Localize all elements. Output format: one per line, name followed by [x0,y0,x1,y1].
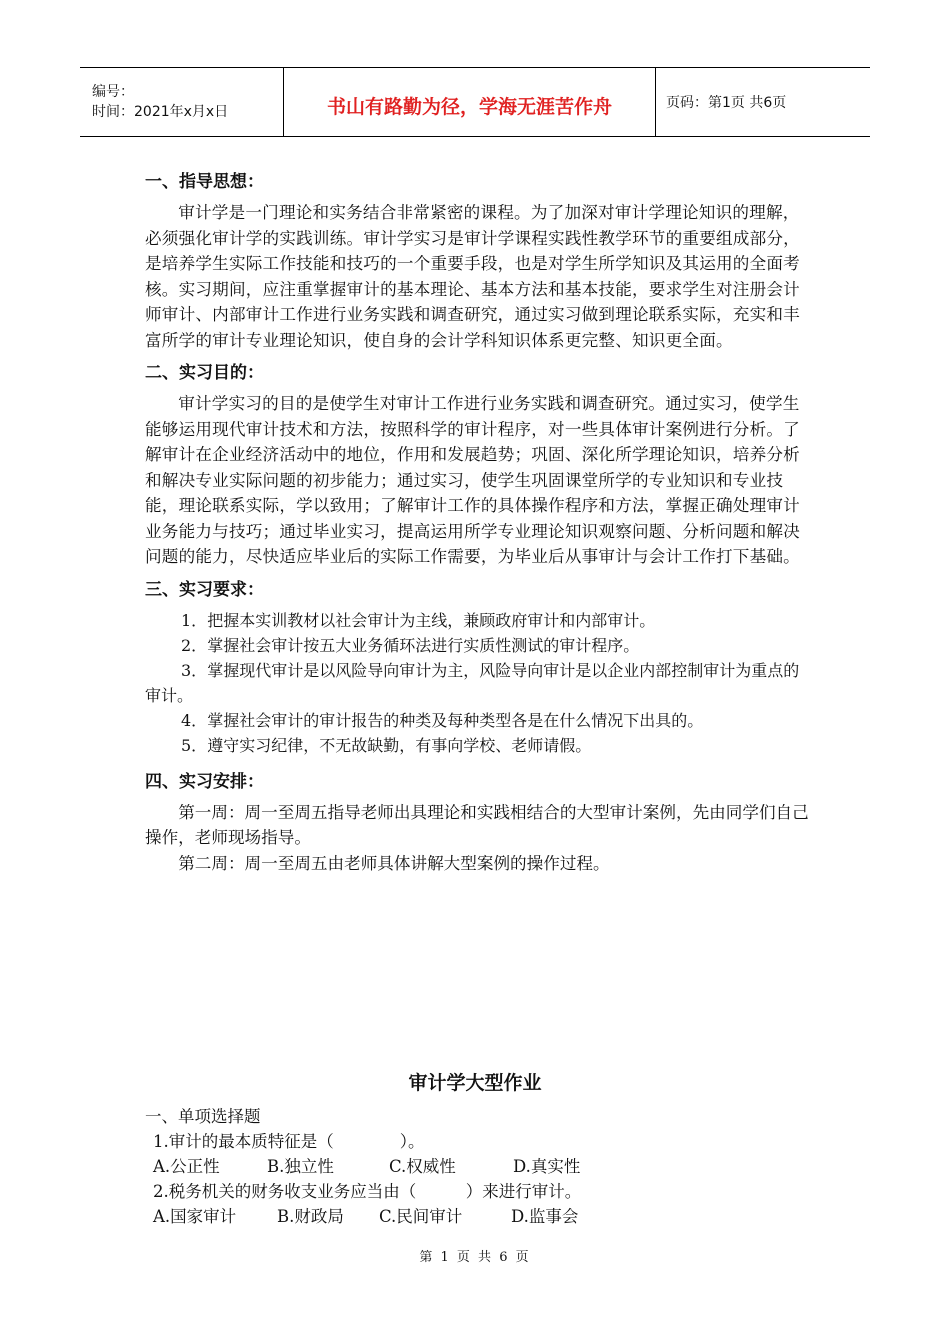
option-c: C.权威性 [389,1157,456,1176]
option-d: D.监事会 [511,1207,579,1226]
quiz-section-title: 一、单项选择题 [145,1107,261,1126]
list-item-number: 2． [181,635,208,655]
section-title-schedule: 四、实习安排： [145,771,264,792]
schedule-week-2: 第二周：周一至周五由老师具体讲解大型案例的操作过程。 [178,853,610,873]
list-item-number: 4． [181,710,208,730]
homework-title: 审计学大型作业 [408,1072,542,1094]
list-item-number: 3． [181,660,208,680]
list-item-text: 把握本实训教材以社会审计为主线，兼顾政府审计和内部审计。 [207,610,656,630]
list-item [145,608,813,633]
list-item-text: 遵守实习纪律，不无故缺勤，有事向学校、老师请假。 [207,735,592,755]
option-d: D.真实性 [513,1157,581,1176]
list-item-text: 掌握社会审计的审计报告的种类及每种类型各是在什么情况下出具的。 [207,710,704,730]
question-options [145,1204,805,1229]
list-item-number: 1． [181,610,208,630]
header-motto: 书山有路勤为径，学海无涯苦作舟 [326,95,612,118]
schedule-week-1: 第一周：周一至周五指导老师出具理论和实践相结合的大型审计案例，先由同学们自己操作，老师现场指导。 [145,802,809,847]
section-paragraph-guiding: 审计学是一门理论和实务结合非常紧密的课程。为了加深对审计学理论知识的理解，必须强化审计学的实践训练。审计学实习是审计学课程实践性教学环节的重要组成部分，是培养学生实际工作技能和技巧的一个重要手段，也是对学生所学知识及其运用的全面考核。实习期间，应注重掌握审计的基本理论、基本方法和基本技能，要求学生对注册会计师审计、内部审计工作进行业务实践和调查研究，通过实习做到理论联系实际，充实和丰富所学的审计专业理论知识，使自身的会计学科知识体系更完整、知识更全面。 [145,203,800,350]
list-item-number: 5． [181,735,208,755]
header-meta [80,68,284,136]
question-options [145,1154,805,1179]
homework-quiz [145,1104,805,1229]
question-text: 2.税务机关的财务收支业务应当由（ ）来进行审计。 [153,1182,582,1201]
option-b: B.独立性 [267,1157,334,1176]
list-item-text: 掌握现代审计是以风险导向审计为主，风险导向审计是以企业内部控制审计为重点的审计。 [145,660,800,705]
section-title-purpose: 二、实习目的： [145,363,264,383]
section-title-requirements: 三、实习要求： [145,579,264,600]
header-motto-cell [284,68,656,136]
option-a: A.公正性 [153,1157,220,1176]
list-item [145,633,813,658]
document-number-label: 编号： [92,84,134,100]
page-header [80,67,870,137]
list-item [145,708,813,733]
header-page-number: 页码：第1页 共6页 [666,95,787,111]
header-page-cell [656,68,870,136]
page-footer: 第 1 页 共 6 页 [419,1250,531,1265]
section-title-guiding: 一、指导思想： [145,172,264,192]
list-item [145,733,813,758]
list-item [145,658,813,708]
option-c: C.民间审计 [379,1207,463,1226]
document-body [145,168,813,876]
list-item-text: 掌握社会审计按五大业务循环法进行实质性测试的审计程序。 [207,635,640,655]
option-a: A.国家审计 [153,1207,237,1226]
requirements-list [145,608,813,758]
question-text: 1.审计的最本质特征是（ ）。 [153,1132,425,1151]
section-paragraph-purpose: 审计学实习的目的是使学生对审计工作进行业务实践和调查研究。通过实习，使学生能够运用现代审计技术和方法，按照科学的审计程序，对一些具体审计案例进行分析。了解审计在企业经济活动中的地位，作用和发展趋势；巩固、深化所学理论知识，培养分析和解决专业实际问题的初步能力；通过实习，使学生巩固课堂所学的专业知识和专业技能，理论联系实际，学以致用；了解审计工作的具体操作程序和方法，掌握正确处理审计业务能力与技巧；通过毕业实习，提高运用所学专业理论知识观察问题、分析问题和解决问题的能力，尽快适应毕业后的实际工作需要，为毕业后从事审计与会计工作打下基础。 [145,394,800,566]
option-b: B.财政局 [277,1207,344,1226]
document-time-label: 时间：2021年x月x日 [92,104,229,120]
